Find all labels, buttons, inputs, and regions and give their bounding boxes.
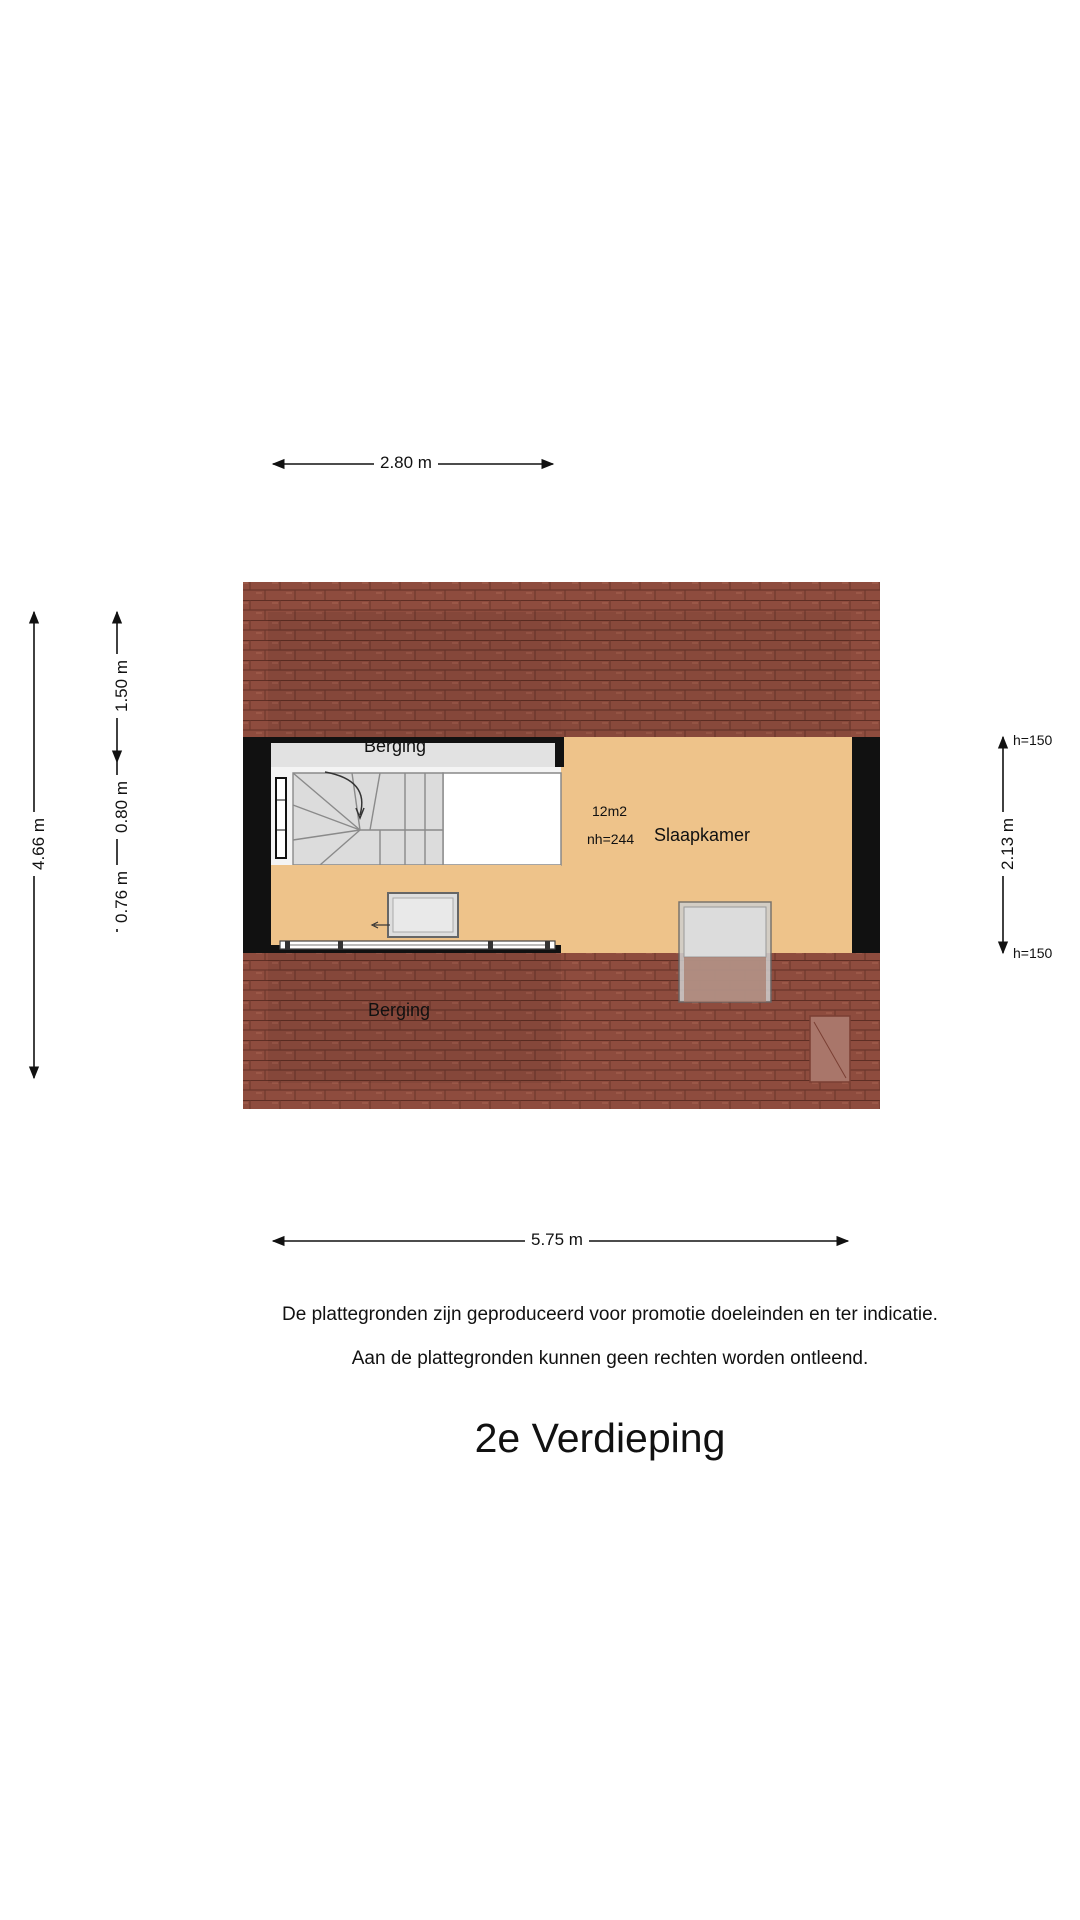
height-top-label: h=150 (1013, 732, 1053, 748)
disclaimer-line-2: Aan de plattegronden kunnen geen rechten worden ontleend. (351, 1348, 869, 1369)
roof-top-low (268, 612, 561, 737)
room-berging-bottom: Berging (368, 1000, 431, 1020)
dim-stair-label: 0.80 m (112, 775, 132, 839)
dim-room-depth-label: 2.13 m (998, 812, 1018, 876)
disclaimer-line-1: De plattegronden zijn geproduceerd voor promotie doeleinden en ter indicatie. (282, 1304, 938, 1325)
stair-steps (293, 773, 443, 865)
dim-roof-depth-label: 1.50 m (112, 654, 132, 718)
roof-top-right-low (561, 612, 851, 737)
dim-total-depth-label: 4.66 m (29, 812, 49, 876)
stair-void (443, 773, 561, 865)
floor-title: 2e Verdieping (474, 1415, 726, 1461)
height-bottom-label: h=150 (1013, 945, 1053, 961)
dim-landing-label: 0.76 m (112, 865, 132, 929)
left-window (276, 778, 286, 858)
dim-top-label: 2.80 m (374, 453, 438, 473)
room-slaapkamer-area: 12m2 (592, 803, 628, 819)
room-berging-top: Berging (364, 736, 427, 756)
dim-bottom-label: 5.75 m (525, 1230, 589, 1250)
room-slaapkamer-height: nh=244 (587, 831, 635, 847)
room-slaapkamer: Slaapkamer (654, 825, 751, 845)
